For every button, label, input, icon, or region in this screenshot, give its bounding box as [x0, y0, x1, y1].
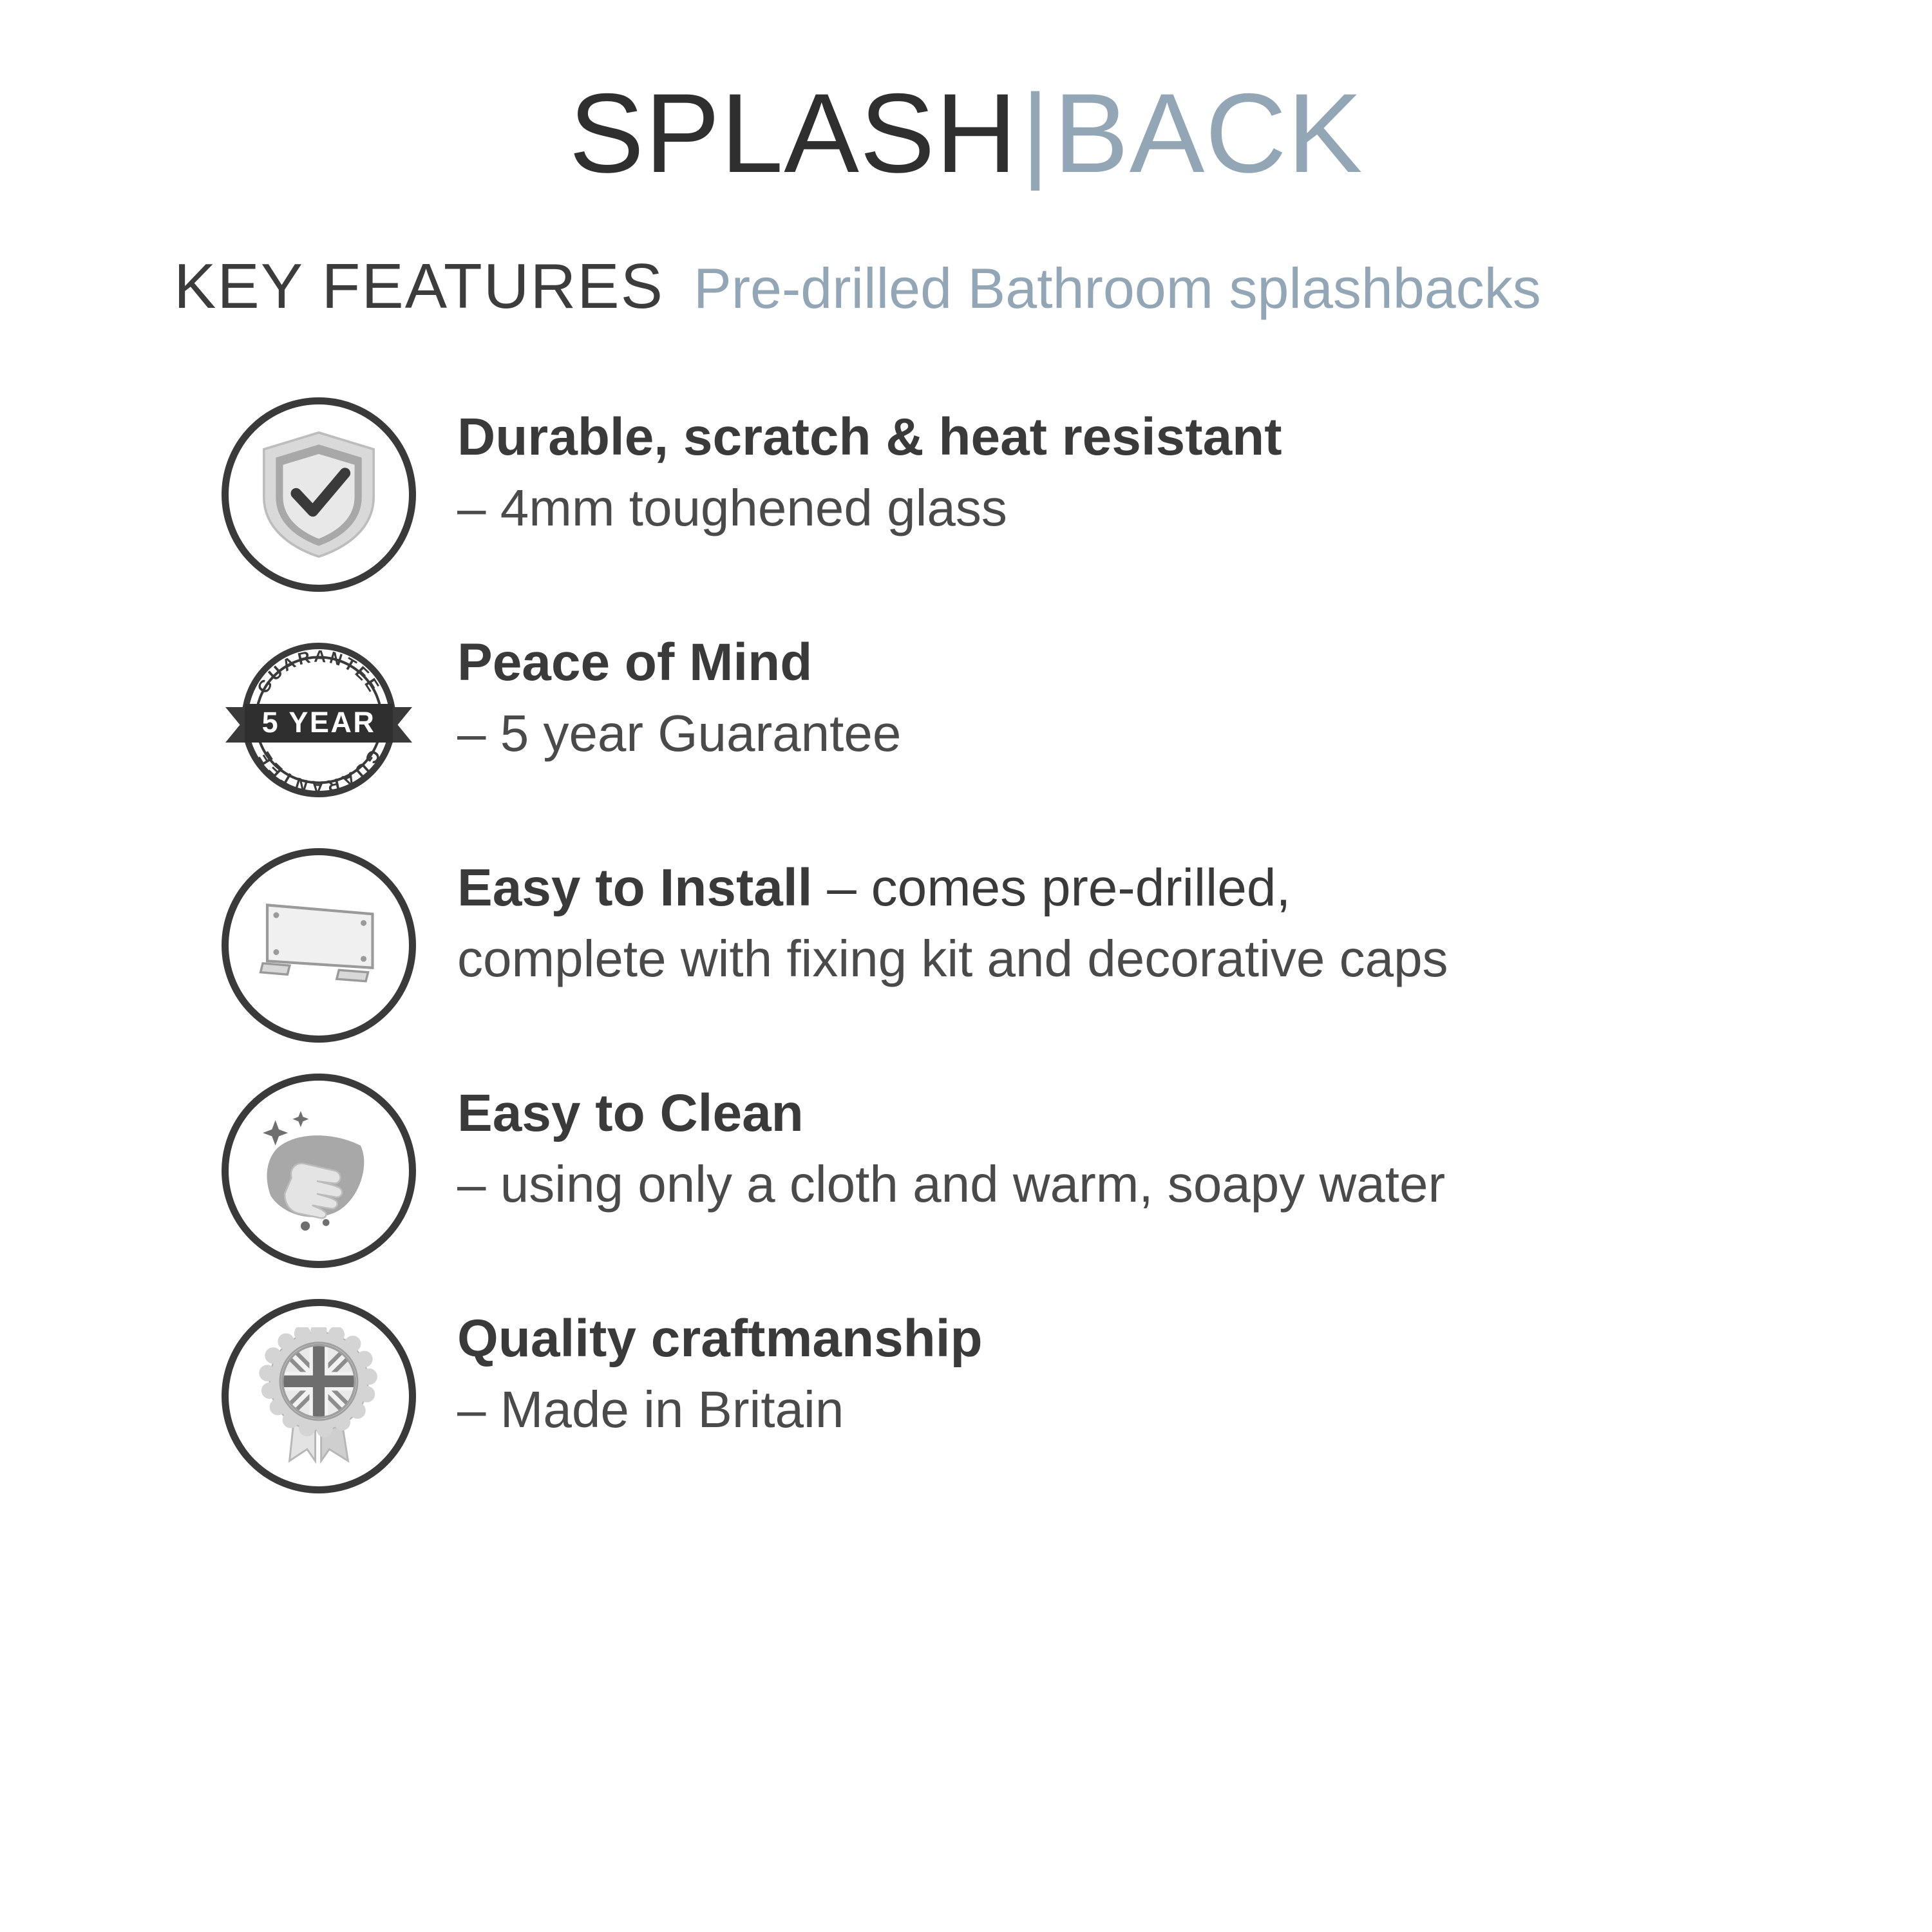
feature-body: – 5 year Guarantee	[457, 704, 902, 762]
feature-icon-container	[213, 1065, 425, 1277]
list-item	[213, 388, 1932, 614]
list-item	[213, 839, 1932, 1065]
feature-text	[425, 1290, 983, 1441]
key-features-subtitle: Pre-drilled Bathroom splashbacks	[694, 256, 1541, 320]
list-item	[213, 614, 1932, 839]
splashback-panel-icon	[251, 894, 386, 997]
feature-heading-bold: Quality craftmanship	[457, 1309, 983, 1368]
feature-heading-bold: Easy to Clean	[457, 1084, 804, 1142]
key-features-title: KEY FEATURES	[174, 251, 665, 321]
feature-heading-bold: Easy to Install	[457, 858, 813, 917]
union-jack-rosette-icon	[254, 1327, 383, 1466]
page-title	[0, 251, 1932, 321]
feature-body: – Made in Britain	[457, 1380, 844, 1438]
feature-heading-rest: – comes pre-drilled,	[812, 858, 1291, 917]
list-item	[213, 1290, 1932, 1515]
feature-text	[425, 614, 901, 764]
feature-heading	[457, 408, 1282, 467]
brand-divider: |	[1021, 72, 1050, 191]
feature-icon-container	[213, 388, 425, 601]
brand-word-splash: SPLASH	[569, 71, 1018, 196]
feature-body: complete with fixing kit and decorative caps	[457, 929, 1448, 987]
shield-check-icon	[258, 430, 380, 559]
icon-circle-border	[222, 848, 416, 1043]
badge-top-text: GUARANTEE	[252, 646, 385, 697]
brand-logo	[0, 0, 1932, 196]
feature-list	[0, 388, 1932, 1515]
icon-circle-border	[222, 397, 416, 592]
feature-text	[425, 1065, 1445, 1215]
feature-heading	[457, 633, 901, 692]
icon-circle-border	[222, 1074, 416, 1268]
feature-icon-container	[213, 1290, 425, 1502]
feature-text	[425, 388, 1282, 539]
guarantee-ribbon-badge-icon	[222, 623, 415, 817]
feature-heading-bold: Peace of Mind	[457, 633, 813, 692]
feature-body: – using only a cloth and warm, soapy water	[457, 1155, 1446, 1213]
feature-heading	[457, 1084, 1445, 1143]
hand-wiping-cloth-icon	[250, 1106, 388, 1235]
feature-heading	[457, 1309, 983, 1368]
feature-icon-container	[213, 614, 425, 826]
feature-heading-bold: Durable, scratch & heat resistant	[457, 408, 1282, 466]
icon-circle-border	[222, 1299, 416, 1493]
brand-word-back: BACK	[1053, 71, 1363, 196]
list-item	[213, 1065, 1932, 1290]
feature-heading	[457, 858, 1448, 918]
badge-bottom-text: GUARANTEE	[252, 746, 385, 797]
feature-text	[425, 839, 1448, 990]
badge-center-text: 5 YEAR	[261, 705, 376, 739]
feature-body: – 4mm toughened glass	[457, 478, 1007, 536]
feature-icon-container	[213, 839, 425, 1052]
